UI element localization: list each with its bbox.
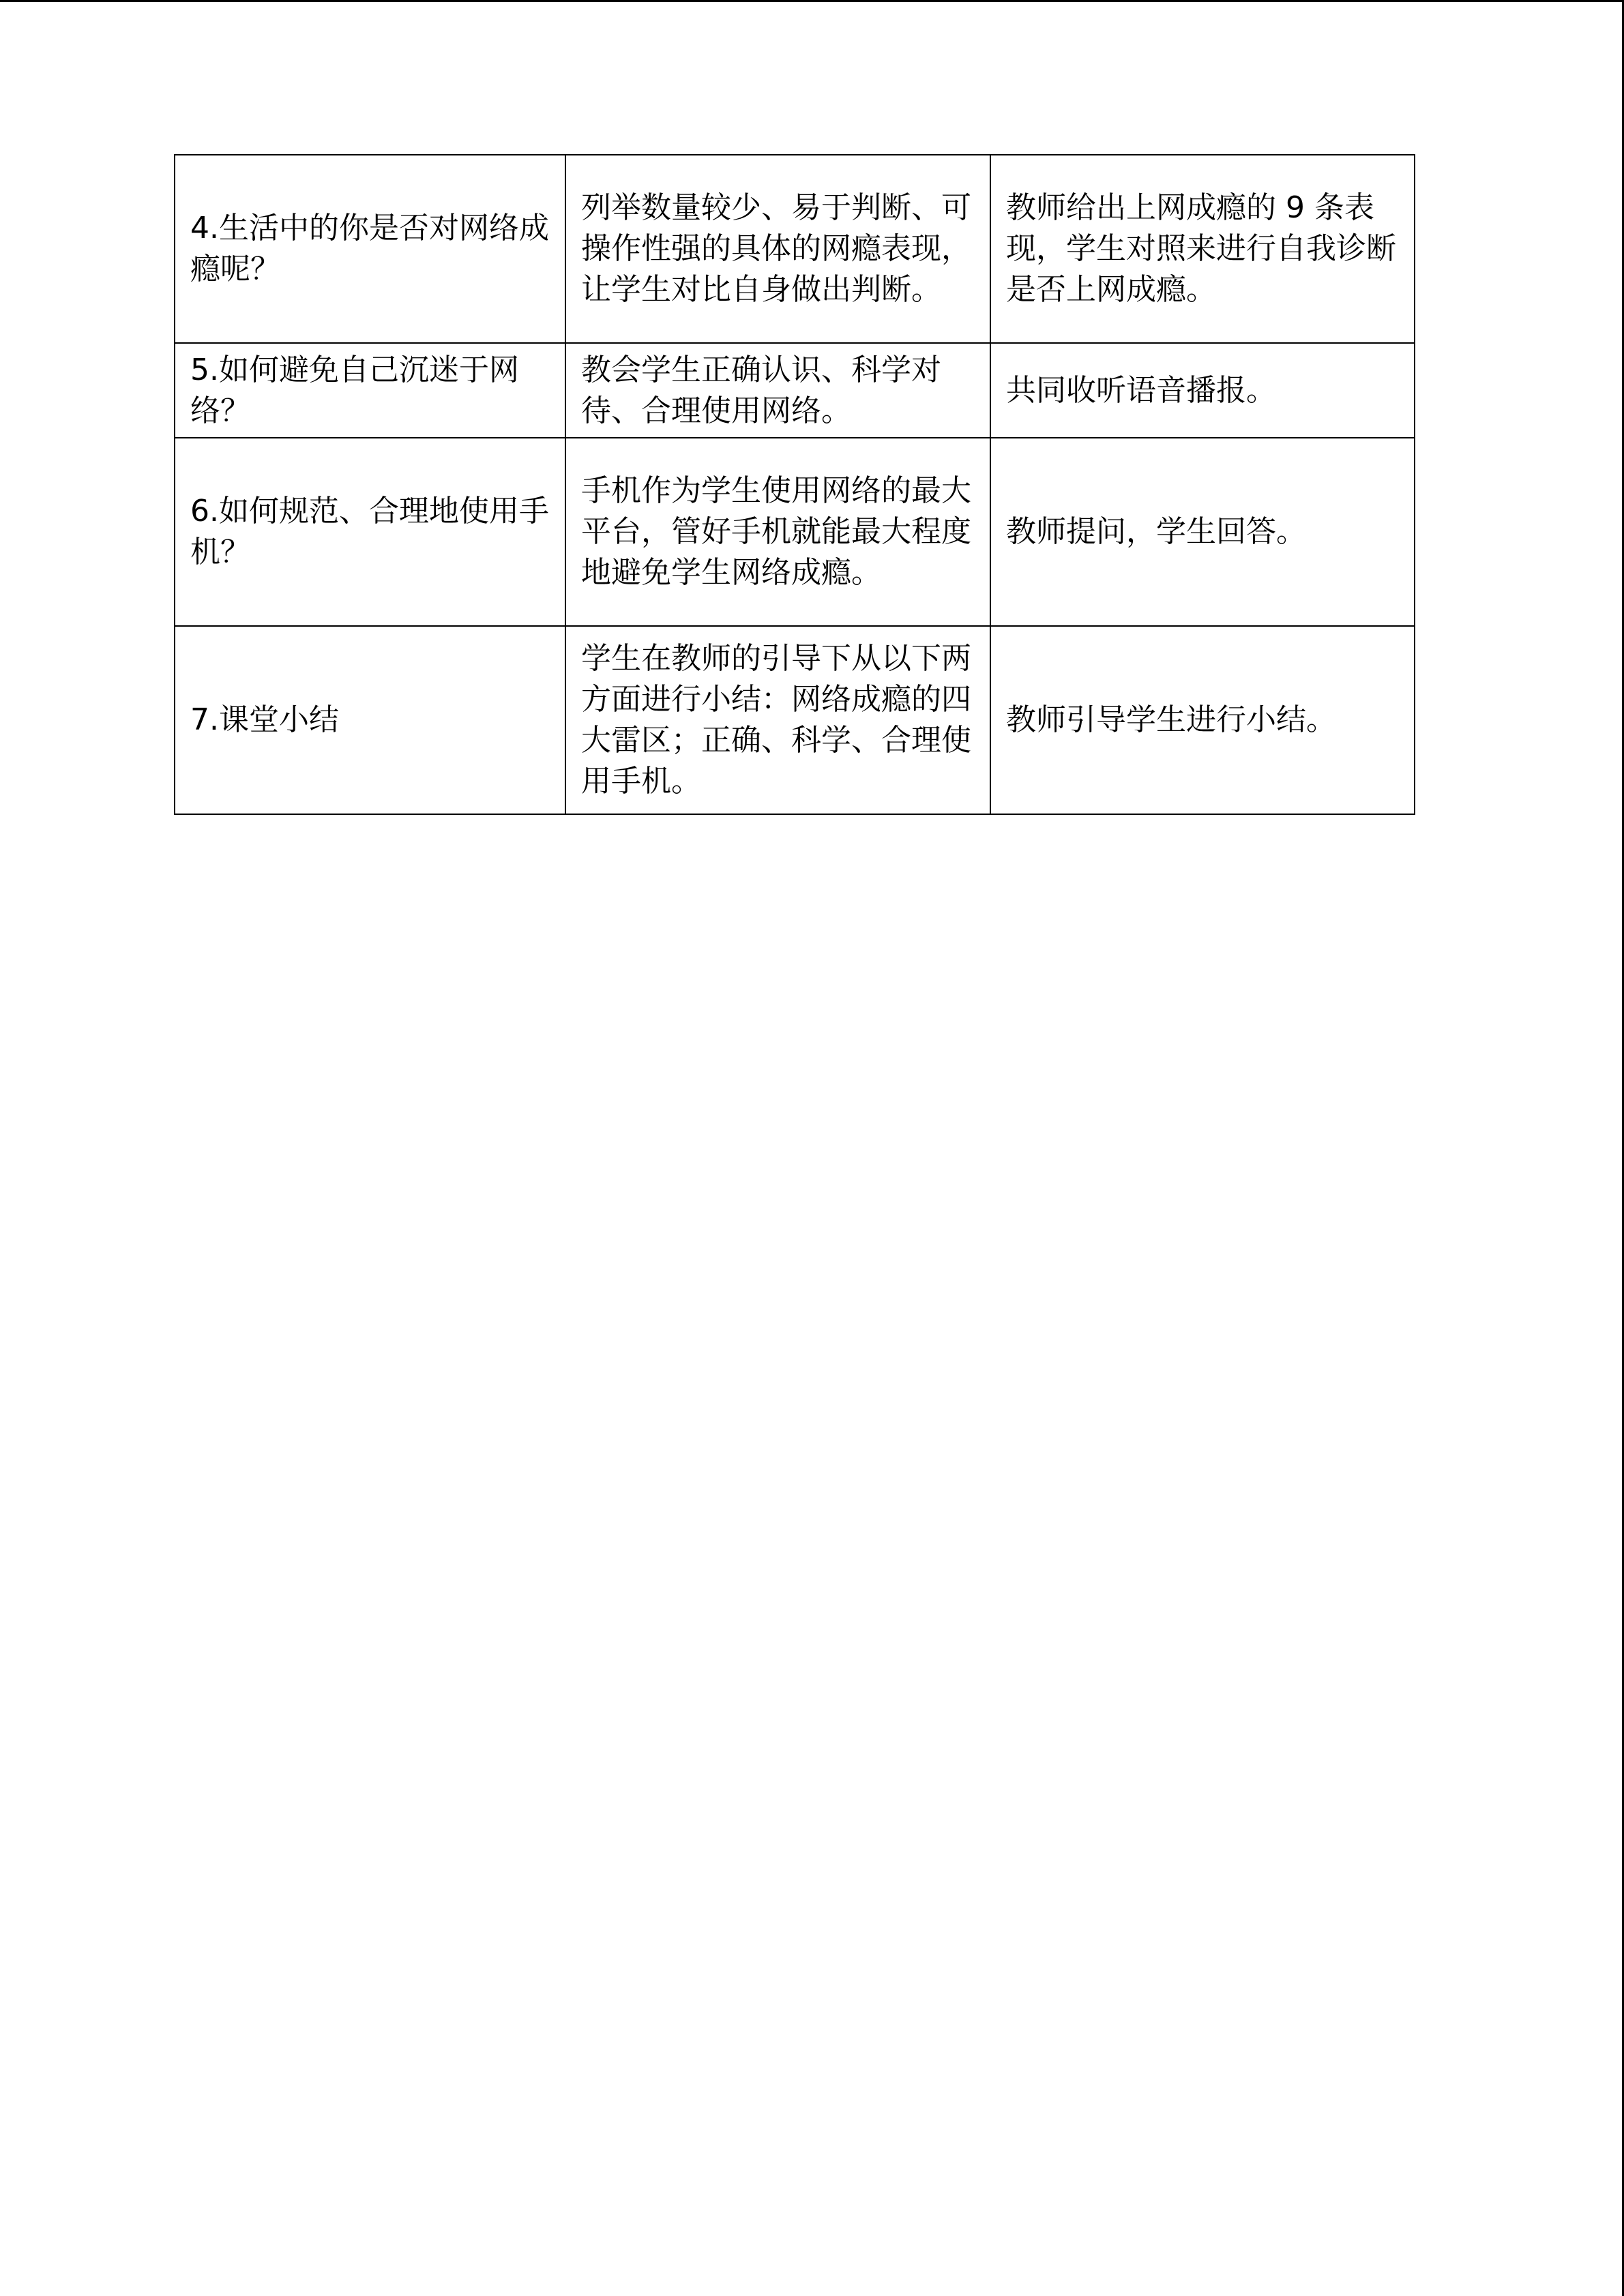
- table-row: [175, 155, 1415, 343]
- activity-cell: 教师给出上网成瘾的 9 条表现，学生对照来进行自我诊断是否上网成瘾。: [990, 155, 1415, 343]
- lesson-table: [174, 154, 1415, 815]
- step-cell: 6.如何规范、合理地使用手机？: [175, 438, 565, 626]
- activity-cell: 教师引导学生进行小结。: [990, 626, 1415, 814]
- step-cell: 4.生活中的你是否对网络成瘾呢？: [175, 155, 565, 343]
- table-row: [175, 626, 1415, 814]
- step-cell: 5.如何避免自己沉迷于网络？: [175, 343, 565, 438]
- design-cell: 列举数量较少、易于判断、可操作性强的具体的网瘾表现，让学生对比自身做出判断。: [565, 155, 990, 343]
- design-cell: 学生在教师的引导下从以下两方面进行小结：网络成瘾的四大雷区；正确、科学、合理使用手机。: [565, 626, 990, 814]
- step-cell: 7.课堂小结: [175, 626, 565, 814]
- page-top-border: [0, 0, 1624, 2]
- table-row: [175, 343, 1415, 438]
- activity-cell: 共同收听语音播报。: [990, 343, 1415, 438]
- design-cell: 手机作为学生使用网络的最大平台，管好手机就能最大程度地避免学生网络成瘾。: [565, 438, 990, 626]
- activity-cell: 教师提问，学生回答。: [990, 438, 1415, 626]
- table-row: [175, 438, 1415, 626]
- design-cell: 教会学生正确认识、科学对待、合理使用网络。: [565, 343, 990, 438]
